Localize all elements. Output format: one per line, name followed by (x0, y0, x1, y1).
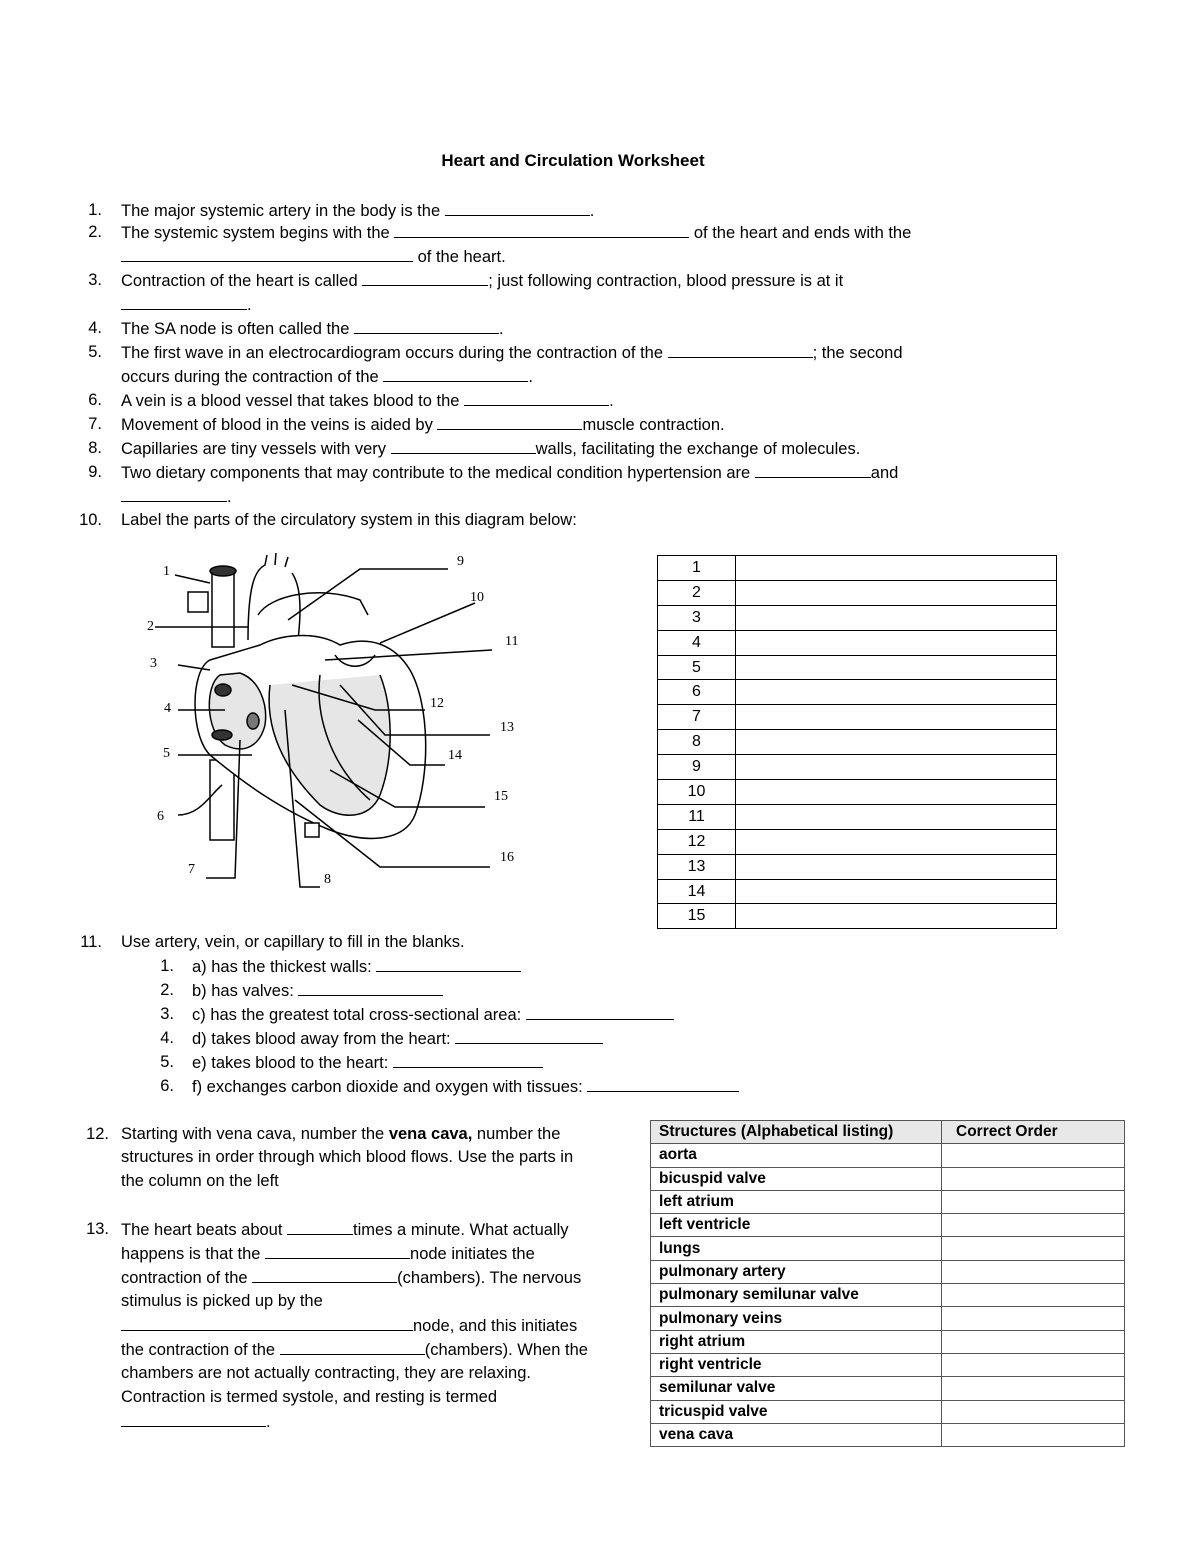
q11-item-number: 5. (160, 1053, 174, 1071)
q8-number: 8. (88, 439, 102, 457)
q13-number: 13. (86, 1220, 109, 1238)
label-table-row (658, 605, 1057, 630)
q7-text: Movement of blood in the veins is aided by muscle contraction. (121, 416, 725, 434)
structure-name: vena cava (651, 1423, 942, 1446)
correct-order-cell[interactable] (942, 1214, 1125, 1237)
q13-blank-2[interactable] (265, 1243, 410, 1259)
order-table-row (651, 1307, 1125, 1330)
q6-blank[interactable] (464, 390, 609, 406)
label-answer-table (657, 555, 1057, 929)
q5-number: 5. (88, 343, 102, 361)
label-table-row (658, 580, 1057, 605)
correct-order-cell[interactable] (942, 1260, 1125, 1283)
correct-order-cell[interactable] (942, 1237, 1125, 1260)
diagram-label-5: 5 (163, 746, 170, 761)
q13-line4: stimulus is picked up by the (121, 1292, 323, 1310)
correct-order-cell[interactable] (942, 1353, 1125, 1376)
q8-text: Capillaries are tiny vessels with very walls, facilitating the exchange of molecules. (121, 440, 861, 458)
diagram-label-14: 14 (448, 748, 462, 763)
correct-order-cell[interactable] (942, 1307, 1125, 1330)
correct-order-cell[interactable] (942, 1400, 1125, 1423)
label-answer-cell[interactable] (736, 780, 1057, 805)
q13-blank-3[interactable] (252, 1267, 397, 1283)
q3-text-cont: . (121, 294, 252, 315)
correct-order-cell[interactable] (942, 1330, 1125, 1353)
q13-line3: contraction of the (chambers). The nervous (121, 1269, 582, 1287)
label-table-row (658, 755, 1057, 780)
order-table-row (651, 1330, 1125, 1353)
label-answer-cell[interactable] (736, 705, 1057, 730)
pulmonary-trunk-shape (258, 593, 368, 615)
structure-name: right ventricle (651, 1353, 942, 1376)
label-answer-cell[interactable] (736, 755, 1057, 780)
diagram-label-11: 11 (505, 634, 519, 649)
diagram-label-16: 16 (500, 850, 514, 865)
label-number: 2 (658, 580, 736, 605)
label-answer-cell[interactable] (736, 680, 1057, 705)
q11-item-text: e) takes blood to the heart: (192, 1052, 543, 1073)
label-answer-cell[interactable] (736, 556, 1057, 581)
aorta-descending-shape (305, 823, 319, 837)
label-number: 5 (658, 655, 736, 680)
label-table-row (658, 780, 1057, 805)
label-number: 15 (658, 904, 736, 929)
order-table-row (651, 1353, 1125, 1376)
order-table-row (651, 1214, 1125, 1237)
vena-cava-opening-shape (210, 566, 236, 576)
label-answer-cell[interactable] (736, 655, 1057, 680)
structures-header: Structures (Alphabetical listing) (651, 1121, 942, 1144)
q4-blank[interactable] (354, 318, 499, 334)
leader-line-9 (288, 569, 448, 620)
q13-line5: node, and this initiates (121, 1315, 577, 1336)
superior-vena-cava-shape (212, 569, 234, 647)
label-table-row (658, 680, 1057, 705)
correct-order-cell[interactable] (942, 1190, 1125, 1213)
correct-order-cell[interactable] (942, 1167, 1125, 1190)
q11-item-blank[interactable] (393, 1052, 543, 1068)
q11-text: Use artery, vein, or capillary to fill in the blanks. (121, 933, 465, 951)
q11-item-number: 6. (160, 1077, 174, 1095)
order-table-row (651, 1400, 1125, 1423)
correct-order-cell[interactable] (942, 1144, 1125, 1167)
label-table-row (658, 705, 1057, 730)
label-number: 7 (658, 705, 736, 730)
structure-name: pulmonary veins (651, 1307, 942, 1330)
q6-number: 6. (88, 391, 102, 409)
label-number: 11 (658, 804, 736, 829)
q11-item-text: d) takes blood away from the heart: (192, 1028, 603, 1049)
diagram-label-8: 8 (324, 872, 331, 887)
structure-name: tricuspid valve (651, 1400, 942, 1423)
label-number: 8 (658, 730, 736, 755)
q11-item-blank[interactable] (526, 1004, 674, 1020)
q1-text: The major systemic artery in the body is the . (121, 202, 595, 220)
diagram-label-7: 7 (188, 862, 195, 877)
q6-text: A vein is a blood vessel that takes blood to the . (121, 392, 614, 410)
label-number: 6 (658, 680, 736, 705)
label-table-row (658, 655, 1057, 680)
label-number: 1 (658, 556, 736, 581)
q11-item-blank[interactable] (298, 980, 443, 996)
q9-text-cont: . (121, 486, 232, 507)
structure-name: left atrium (651, 1190, 942, 1213)
q13-blank-1[interactable] (287, 1219, 353, 1235)
structure-name: left ventricle (651, 1214, 942, 1237)
label-number: 14 (658, 879, 736, 904)
order-table-row (651, 1144, 1125, 1167)
correct-order-header: Correct Order (942, 1121, 1125, 1144)
structure-name: right atrium (651, 1330, 942, 1353)
label-table-row (658, 829, 1057, 854)
order-table-row (651, 1377, 1125, 1400)
aortic-arch-shape (248, 553, 300, 640)
label-number: 4 (658, 630, 736, 655)
q12-text-line3: the column on the left (121, 1172, 279, 1190)
diagram-label-6: 6 (157, 809, 164, 824)
order-table-row (651, 1284, 1125, 1307)
label-answer-cell[interactable] (736, 605, 1057, 630)
q11-item-blank[interactable] (587, 1076, 739, 1092)
q9-blank-1[interactable] (755, 462, 871, 478)
structure-name: aorta (651, 1144, 942, 1167)
structures-order-table (650, 1120, 1125, 1447)
label-number: 9 (658, 755, 736, 780)
vessel-opening-2-shape (212, 730, 232, 740)
q5-text: The first wave in an electrocardiogram occurs during the contraction of the ; the second (121, 344, 903, 362)
q8-blank[interactable] (391, 438, 536, 454)
diagram-label-10: 10 (470, 590, 484, 605)
label-table-row (658, 904, 1057, 929)
q3-blank-2[interactable] (121, 294, 247, 310)
pulmonary-vein-right-shape (188, 592, 208, 612)
q13-blank-6[interactable] (121, 1411, 266, 1427)
q9-blank-2[interactable] (121, 486, 227, 502)
q9-number: 9. (88, 463, 102, 481)
structure-name: lungs (651, 1237, 942, 1260)
q4-text: The SA node is often called the . (121, 320, 504, 338)
q1-blank[interactable] (445, 200, 590, 216)
q13-line9: . (121, 1411, 271, 1432)
label-table-row (658, 556, 1057, 581)
leader-line-10 (380, 603, 475, 643)
label-answer-cell[interactable] (736, 730, 1057, 755)
label-answer-cell[interactable] (736, 829, 1057, 854)
q13-line6: the contraction of the (chambers). When the (121, 1341, 588, 1359)
order-table-row (651, 1423, 1125, 1446)
q12-text-line2: structures in order through which blood flows. Use the parts in (121, 1148, 574, 1166)
label-table-row (658, 730, 1057, 755)
page-title: Heart and Circulation Worksheet (441, 151, 705, 170)
correct-order-cell[interactable] (942, 1377, 1125, 1400)
q2-number: 2. (88, 223, 102, 241)
label-answer-cell[interactable] (736, 580, 1057, 605)
label-number: 13 (658, 854, 736, 879)
label-table-row (658, 879, 1057, 904)
correct-order-cell[interactable] (942, 1284, 1125, 1307)
label-answer-cell[interactable] (736, 879, 1057, 904)
q13-line1: The heart beats about times a minute. What actually (121, 1221, 569, 1239)
diagram-label-12: 12 (430, 696, 444, 711)
label-answer-cell[interactable] (736, 904, 1057, 929)
q7-number: 7. (88, 415, 102, 433)
diagram-label-4: 4 (164, 701, 171, 716)
correct-order-cell[interactable] (942, 1423, 1125, 1446)
q2-blank-1[interactable] (394, 222, 689, 238)
q5-blank-2[interactable] (383, 366, 528, 382)
q11-item-number: 3. (160, 1005, 174, 1023)
q4-number: 4. (88, 319, 102, 337)
q5-text-cont: occurs during the contraction of the . (121, 368, 533, 386)
q13-blank-4[interactable] (121, 1315, 413, 1331)
valve-opening-shape (247, 713, 259, 729)
q2-text: The systemic system begins with the of the heart and ends with the (121, 224, 912, 242)
diagram-label-1: 1 (163, 564, 170, 579)
q11-item-number: 2. (160, 981, 174, 999)
heart-diagram (130, 545, 530, 890)
diagram-label-3: 3 (150, 656, 157, 671)
structure-name: pulmonary artery (651, 1260, 942, 1283)
label-answer-cell[interactable] (736, 630, 1057, 655)
q12-text: Starting with vena cava, number the vena cava, number the (121, 1125, 561, 1143)
label-answer-cell[interactable] (736, 804, 1057, 829)
vessel-opening-1-shape (215, 684, 231, 696)
label-answer-cell[interactable] (736, 854, 1057, 879)
q11-item-text: f) exchanges carbon dioxide and oxygen with tissues: (192, 1076, 739, 1097)
label-table-row (658, 804, 1057, 829)
diagram-label-13: 13 (500, 720, 514, 735)
q5-blank-1[interactable] (668, 342, 813, 358)
q9-text: Two dietary components that may contribute to the medical condition hypertension are and (121, 464, 899, 482)
q13-blank-5[interactable] (280, 1339, 425, 1355)
q2-blank-2[interactable] (121, 246, 413, 262)
diagram-label-2: 2 (147, 619, 154, 634)
q11-item-blank[interactable] (455, 1028, 603, 1044)
structure-name: semilunar valve (651, 1377, 942, 1400)
label-table-row (658, 630, 1057, 655)
q3-text: Contraction of the heart is called ; just following contraction, blood pressure is at it (121, 272, 844, 290)
q10-number: 10. (79, 511, 102, 529)
q11-item-blank[interactable] (376, 956, 521, 972)
q11-item-number: 4. (160, 1029, 174, 1047)
label-table-row (658, 854, 1057, 879)
q12-number: 12. (86, 1125, 109, 1143)
order-table-row (651, 1237, 1125, 1260)
q13-line7: chambers are not actually contracting, they are relaxing. (121, 1364, 531, 1382)
order-table-row (651, 1190, 1125, 1213)
leader-line-1 (175, 575, 210, 583)
q13-line8: Contraction is termed systole, and resting is termed (121, 1388, 497, 1406)
diagram-label-15: 15 (494, 789, 508, 804)
q11-item-text: b) has valves: (192, 980, 443, 1001)
q11-number: 11. (80, 933, 102, 951)
order-table-row (651, 1167, 1125, 1190)
label-number: 12 (658, 829, 736, 854)
label-number: 3 (658, 605, 736, 630)
q11-item-text: c) has the greatest total cross-sectional area: (192, 1004, 674, 1025)
structure-name: bicuspid valve (651, 1167, 942, 1190)
q11-item-number: 1. (160, 957, 174, 975)
q10-text: Label the parts of the circulatory system in this diagram below: (121, 511, 577, 529)
structure-name: pulmonary semilunar valve (651, 1284, 942, 1307)
q13-line2: happens is that the node initiates the (121, 1245, 535, 1263)
label-number: 10 (658, 780, 736, 805)
order-table-row (651, 1260, 1125, 1283)
q11-item-text: a) has the thickest walls: (192, 956, 521, 977)
q3-blank-1[interactable] (362, 270, 488, 286)
q2-text-cont: of the heart. (121, 246, 506, 267)
diagram-label-9: 9 (457, 554, 464, 569)
q7-blank[interactable] (437, 414, 582, 430)
q3-number: 3. (88, 271, 102, 289)
q1-number: 1. (88, 201, 102, 219)
